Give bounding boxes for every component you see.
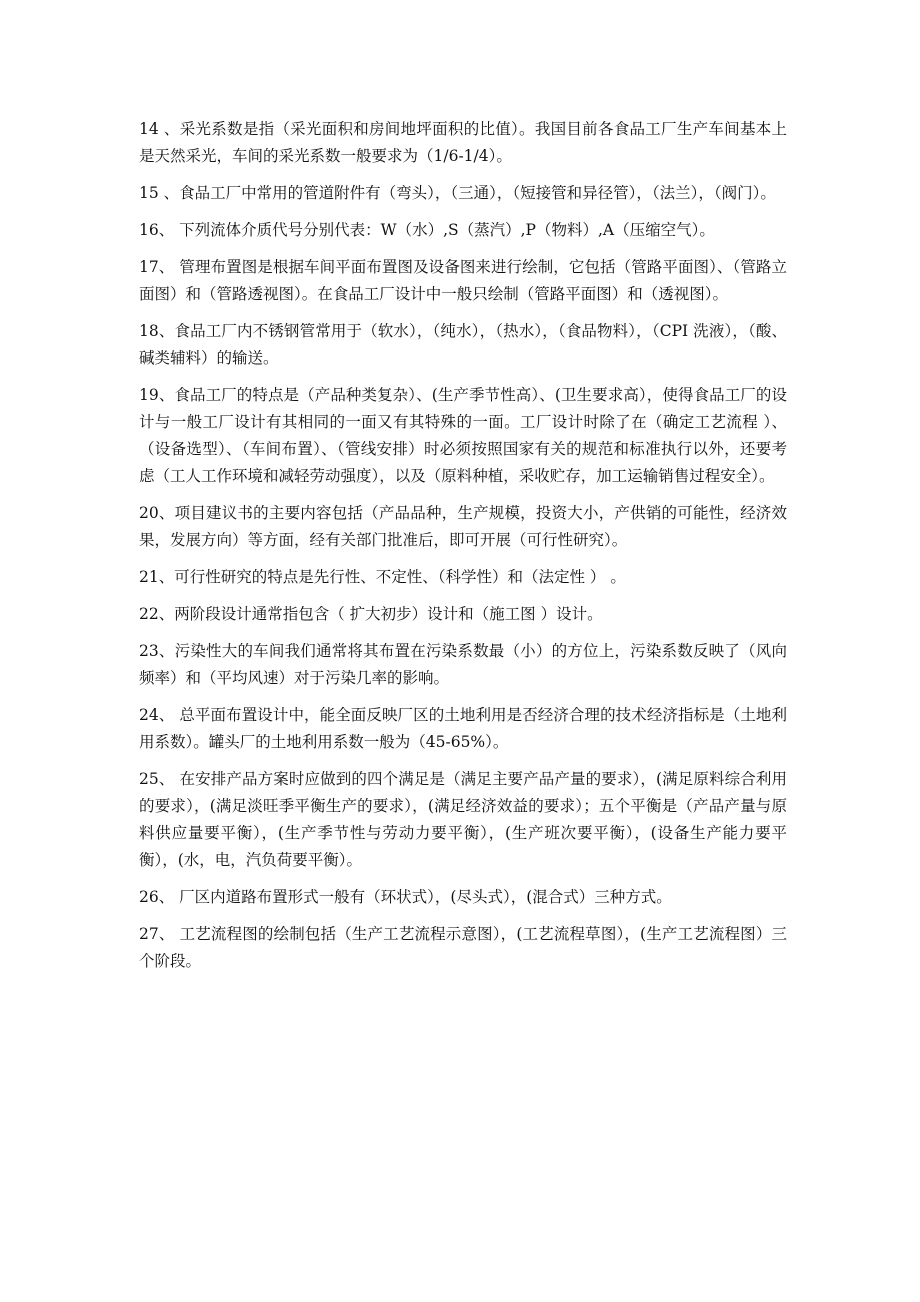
question-25: 25、 在安排产品方案时应做到的四个满足是（满足主要产品产量的要求），(满足原料综合利用的要求），(满足淡旺季平衡生产的要求），(满足经济效益的要求）；五个平衡是（产品产量与原料供应量要平衡），(生产季节性与劳动力要平衡），(生产班次要平衡），(设备生产能力要平衡），(水，电，汽负荷要平衡）。	[139, 770, 787, 869]
question-19: 19、食品工厂的特点是（产品种类复杂）、(生产季节性高）、(卫生要求高），使得食品工厂的设计与一般工厂设计有其相同的一面又有其特殊的一面。工厂设计时除了在（确定工艺流程 ）、（设备选型）、（车间布置）、（管线安排）时必须按照国家有关的规范和标准执行以外，还要考虑（工人工作环境和减轻劳动强度），以及（原料种植，采收贮存，加工运输销售过程安全）。	[139, 386, 787, 485]
question-21: 21、可行性研究的特点是先行性、不定性、（科学性）和（法定性 ） 。	[139, 568, 626, 586]
question-26: 26、 厂区内道路布置形式一般有（环状式），(尽头式），(混合式）三种方式。	[139, 888, 672, 906]
question-20: 20、项目建议书的主要内容包括（产品品种，生产规模，投资大小，产供销的可能性，经济效果，发展方向）等方面，经有关部门批准后，即可开展（可行性研究）。	[139, 504, 787, 549]
question-24: 24、 总平面布置设计中，能全面反映厂区的土地利用是否经济合理的技术经济指标是（土地利用系数）。罐头厂的土地利用系数一般为（45-65%）。	[139, 706, 787, 751]
document-body	[139, 116, 787, 985]
question-16: 16、 下列流体介质代号分别代表：W（水）,S（蒸汽）,P（物料）,A（压缩空气）。	[139, 221, 715, 239]
question-22: 22、两阶段设计通常指包含（ 扩大初步）设计和（施工图 ）设计。	[139, 605, 603, 623]
question-23: 23、污染性大的车间我们通常将其布置在污染系数最（小）的方位上，污染系数反映了（风向频率）和（平均风速）对于污染几率的影响。	[139, 642, 787, 687]
question-27: 27、 工艺流程图的绘制包括（生产工艺流程示意图），(工艺流程草图），(生产工艺流程图）三个阶段。	[139, 925, 787, 970]
question-17: 17、 管理布置图是根据车间平面布置图及设备图来进行绘制，它包括（管路平面图）、（管路立面图）和（管路透视图）。在食品工厂设计中一般只绘制（管路平面图）和（透视图）。	[139, 258, 787, 303]
question-15: 15 、食品工厂中常用的管道附件有（弯头），（三通），（短接管和异径管），（法兰），（阀门）。	[139, 184, 776, 202]
question-14: 14 、采光系数是指（采光面积和房间地坪面积的比值）。我国目前各食品工厂生产车间基本上是天然采光，车间的采光系数一般要求为（1/6-1/4）。	[139, 120, 787, 165]
question-18: 18、食品工厂内不锈钢管常用于（软水），（纯水），（热水），（食品物料），（CPI 洗液），（酸、碱类辅料）的输送。	[139, 322, 787, 367]
